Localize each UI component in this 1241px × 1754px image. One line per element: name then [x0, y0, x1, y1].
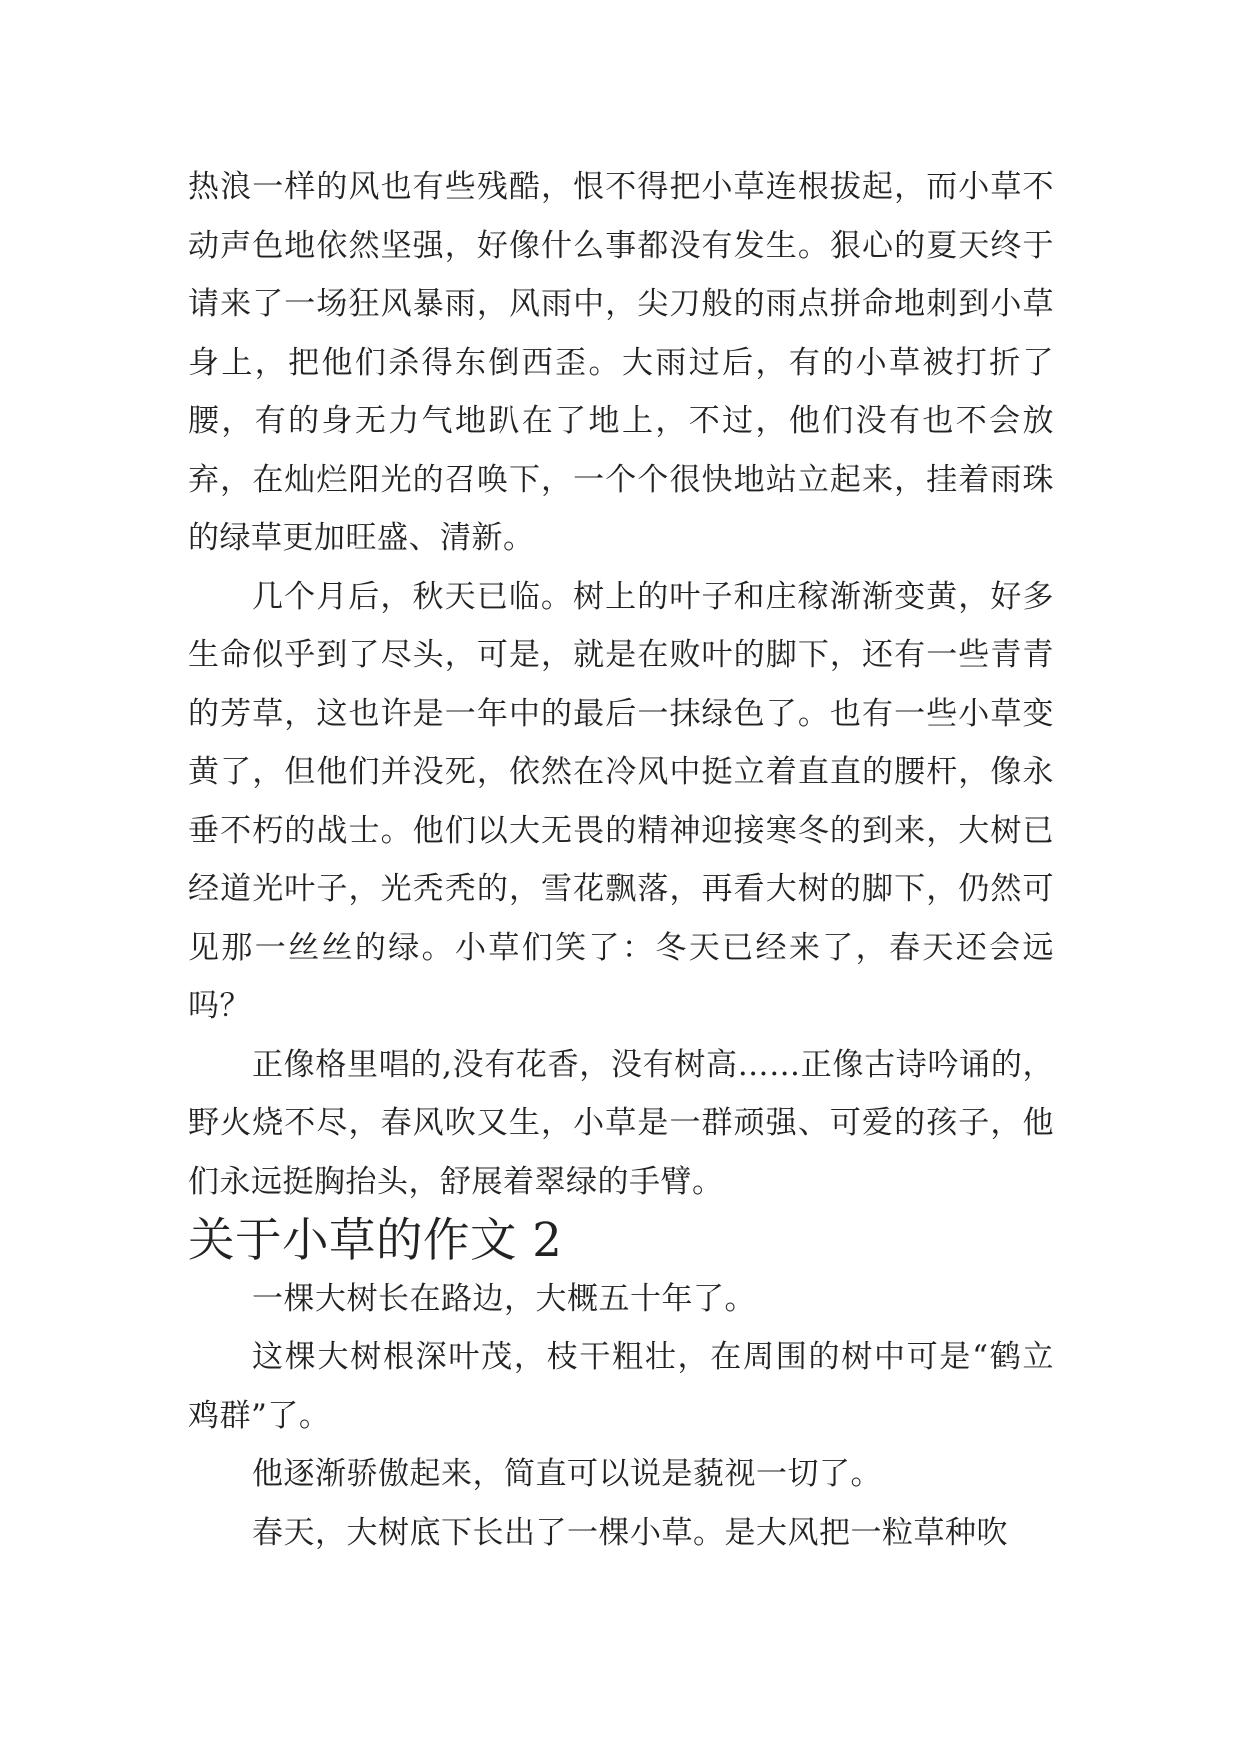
paragraph-4: 一棵大树长在路边，大概五十年了。	[252, 1280, 756, 1317]
document-body	[188, 158, 1054, 1562]
paragraph-3: 正像格里唱的,没有花香，没有树高……正像古诗吟诵的，野火烧不尽，春风吹又生，小草是一群顽强、可爱的孩子，他们永远挺胸抬头，舒展着翠绿的手臂。	[188, 1046, 1054, 1200]
paragraph-1: 热浪一样的风也有些残酷，恨不得把小草连根拔起，而小草不动声色地依然坚强，好像什么事都没有发生。狠心的夏天终于请来了一场狂风暴雨，风雨中，尖刀般的雨点拼命地刺到小草身上，把他们杀得东倒西歪。大雨过后，有的小草被打折了腰，有的身无力气地趴在了地上，不过，他们没有也不会放弃，在灿烂阳光的召唤下，一个个很快地站立起来，挂着雨珠的绿草更加旺盛、清新。	[188, 169, 1054, 556]
paragraph-5: 这棵大树根深叶茂，枝干粗壮，在周围的树中可是“鹤立鸡群”了。	[188, 1339, 1054, 1434]
paragraph-2: 几个月后，秋天已临。树上的叶子和庄稼渐渐变黄，好多生命似乎到了尽头，可是，就是在败叶的脚下，还有一些青青的芳草，这也许是一年中的最后一抹绿色了。也有一些小草变黄了，但他们并没死，依然在冷风中挺立着直直的腰杆，像永垂不朽的战士。他们以大无畏的精神迎接寒冬的到来，大树已经道光叶子，光秃秃的，雪花飘落，再看大树的脚下，仍然可见那一丝丝的绿。小草们笑了：冬天已经来了，春天还会远吗？	[188, 578, 1054, 1024]
section-heading: 关于小草的作文 2	[188, 1213, 563, 1267]
paragraph-6: 他逐渐骄傲起来，简直可以说是藐视一切了。	[252, 1456, 882, 1492]
paragraph-7: 春天，大树底下长出了一棵小草。是大风把一粒草种吹	[252, 1514, 1008, 1551]
